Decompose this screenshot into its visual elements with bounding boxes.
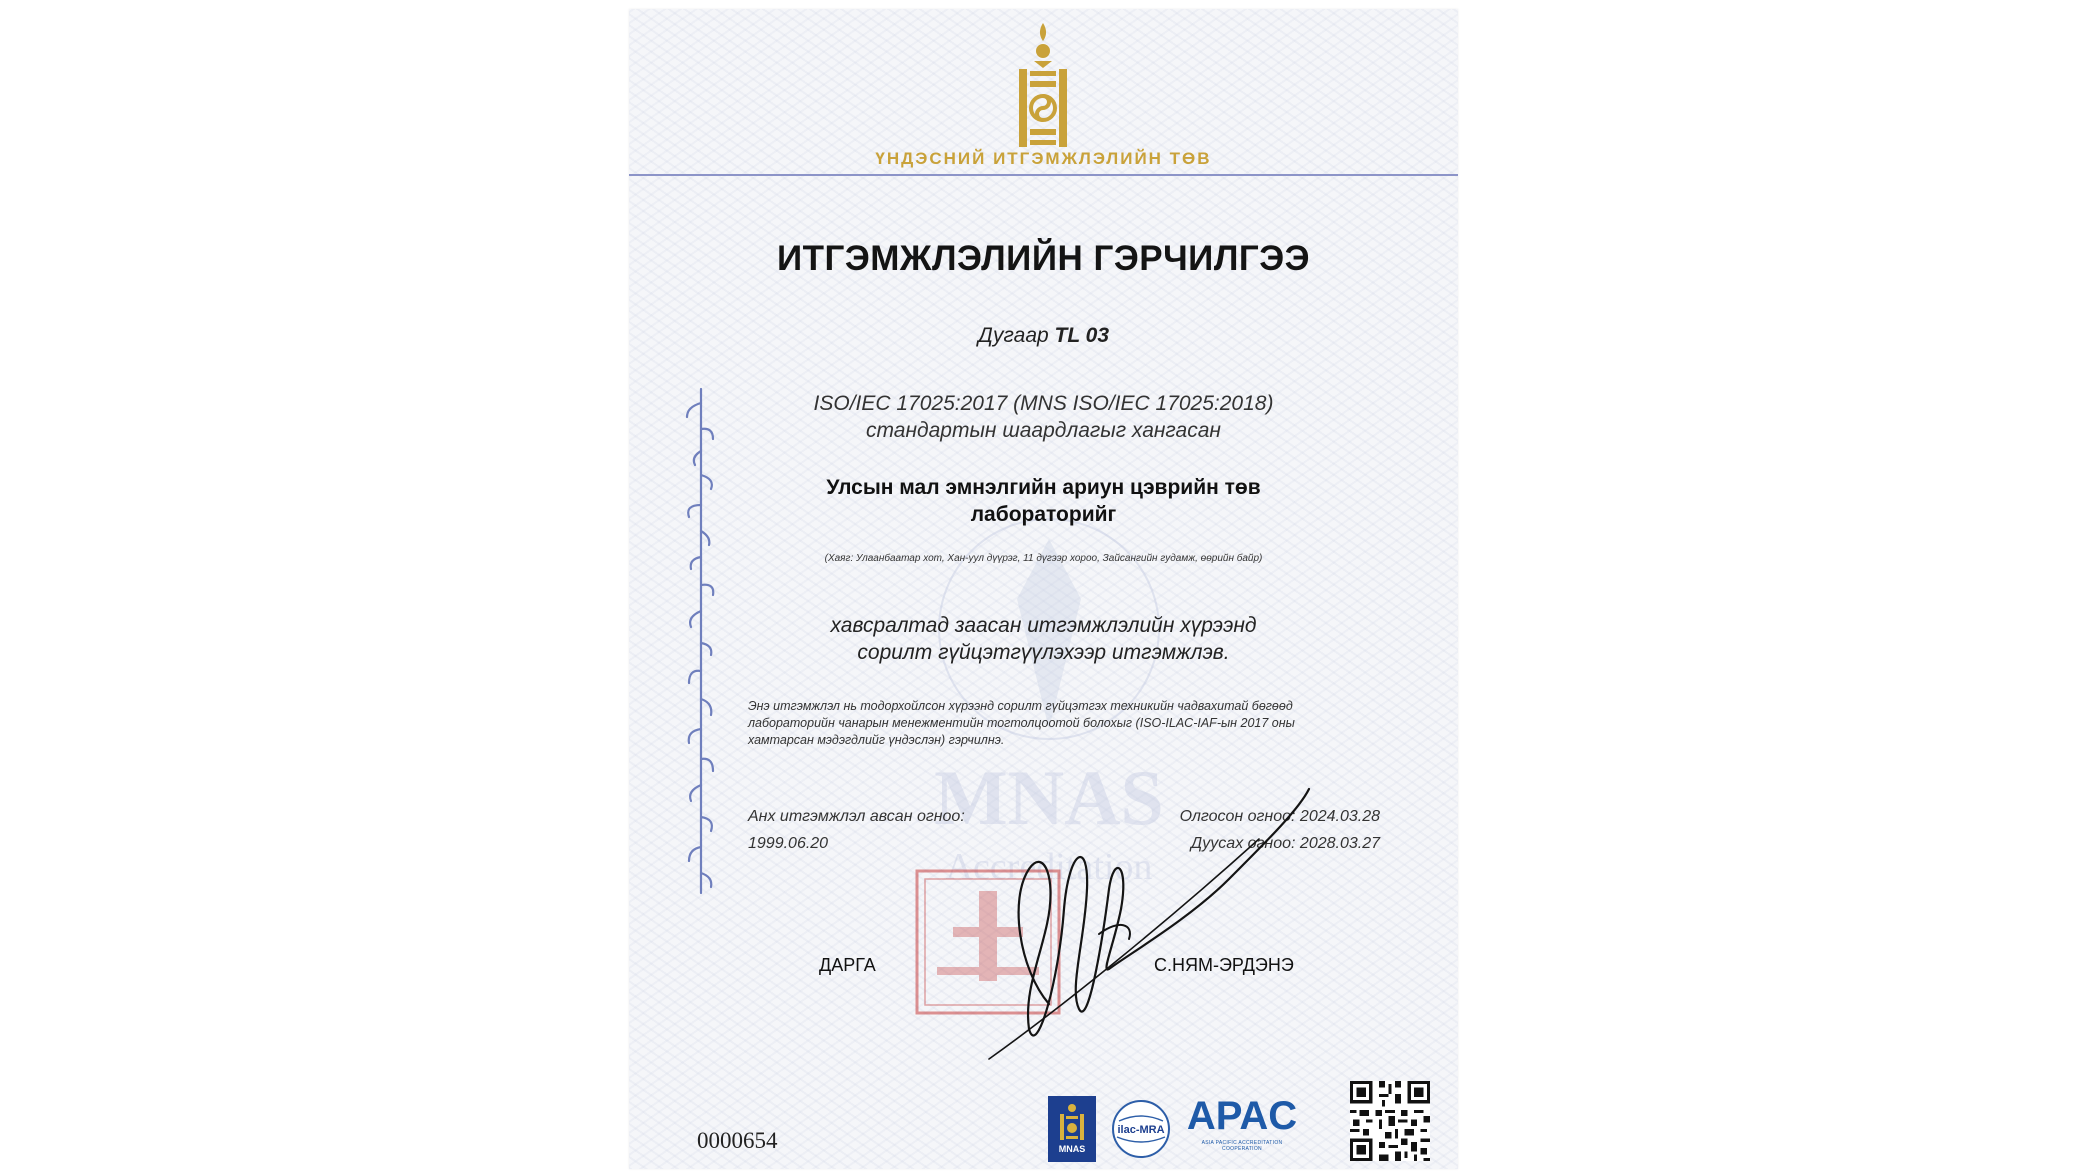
header-divider <box>629 174 1458 176</box>
number-label: Дугаар <box>978 324 1049 347</box>
laboratory-address: (Хаяг: Улаанбаатар хот, Хан-уул дүүрэг, 11 дүгээр хороо, Зайсангийн гудамж, өөрийн байр) <box>824 553 1263 564</box>
certificate-page <box>629 9 1458 1169</box>
director-name: С.НЯМ-ЭРДЭНЭ <box>1154 955 1294 975</box>
apac-logo-text: APAC <box>1186 1094 1298 1138</box>
lab-name-line-1: Улсын мал эмнэлгийн ариун цэврийн төв <box>826 476 1261 499</box>
laboratory-name <box>629 474 1458 528</box>
certificate-number <box>629 324 1458 348</box>
ilac-logo-text: ilac-MRA <box>1117 1124 1165 1136</box>
accreditation-scope <box>629 612 1458 666</box>
expiry-date: Дуусах огноо: 2028.03.27 <box>1190 835 1380 852</box>
scope-line-2: сорилт гүйцэтгүүлэхээр итгэмжлэв. <box>857 641 1230 664</box>
soyombo-emblem-icon <box>1013 21 1073 151</box>
number-value: TL 03 <box>1054 324 1109 347</box>
apac-logo-subtitle: ASIA PACIFIC ACCREDITATION COOPERATION <box>1201 1140 1283 1152</box>
issue-date: Олгосон огноо: 2024.03.28 <box>1179 808 1380 825</box>
director-title: ДАРГА <box>819 955 876 975</box>
organization-name: ҮНДЭСНИЙ ИТГЭМЖЛЭЛИЙН ТӨВ <box>875 149 1212 168</box>
mnas-logo-text: MNAS <box>1058 1144 1086 1154</box>
certificate-title: ИТГЭМЖЛЭЛИЙН ГЭРЧИЛГЭЭ <box>776 239 1311 278</box>
svg-text:Accreditation: Accreditation <box>945 846 1153 888</box>
standard-line-1: ISO/IEC 17025:2017 (MNS ISO/IEC 17025:2018) <box>813 392 1274 415</box>
ilac-mra-logo-icon <box>1111 1099 1171 1159</box>
scope-line-1: хавсралтад заасан итгэмжлэлийн хүрээнд <box>830 614 1257 637</box>
svg-text:MNAS: MNAS <box>934 754 1164 841</box>
mnas-logo-icon <box>1048 1096 1096 1162</box>
standard-statement <box>629 390 1458 444</box>
first-accreditation-date: 1999.06.20 <box>748 835 829 852</box>
first-accreditation-label: Анх итгэмжлэл авсан огноо: <box>748 808 965 825</box>
serial-number: 0000654 <box>697 1128 778 1153</box>
standard-line-2: стандартын шаардлагыг хангасан <box>866 419 1221 442</box>
qr-code-icon[interactable] <box>1350 1081 1430 1161</box>
accreditation-description: Энэ итгэмжлэл нь тодорхойлсон хүрээнд сорилт гүйцэтгэх техникийн чадвахитай бөгөөд лабораторийн чанарын менежментийн тогтолцоотой болохыг (ISO-ILAC-IAF-ын 2017 оны хамтарсан мэдэгдлийг үндэслэн) гэрчилнэ. <box>748 699 1295 747</box>
lab-name-line-2: лабораторийг <box>970 503 1117 526</box>
director-signature-icon <box>929 729 1329 1069</box>
